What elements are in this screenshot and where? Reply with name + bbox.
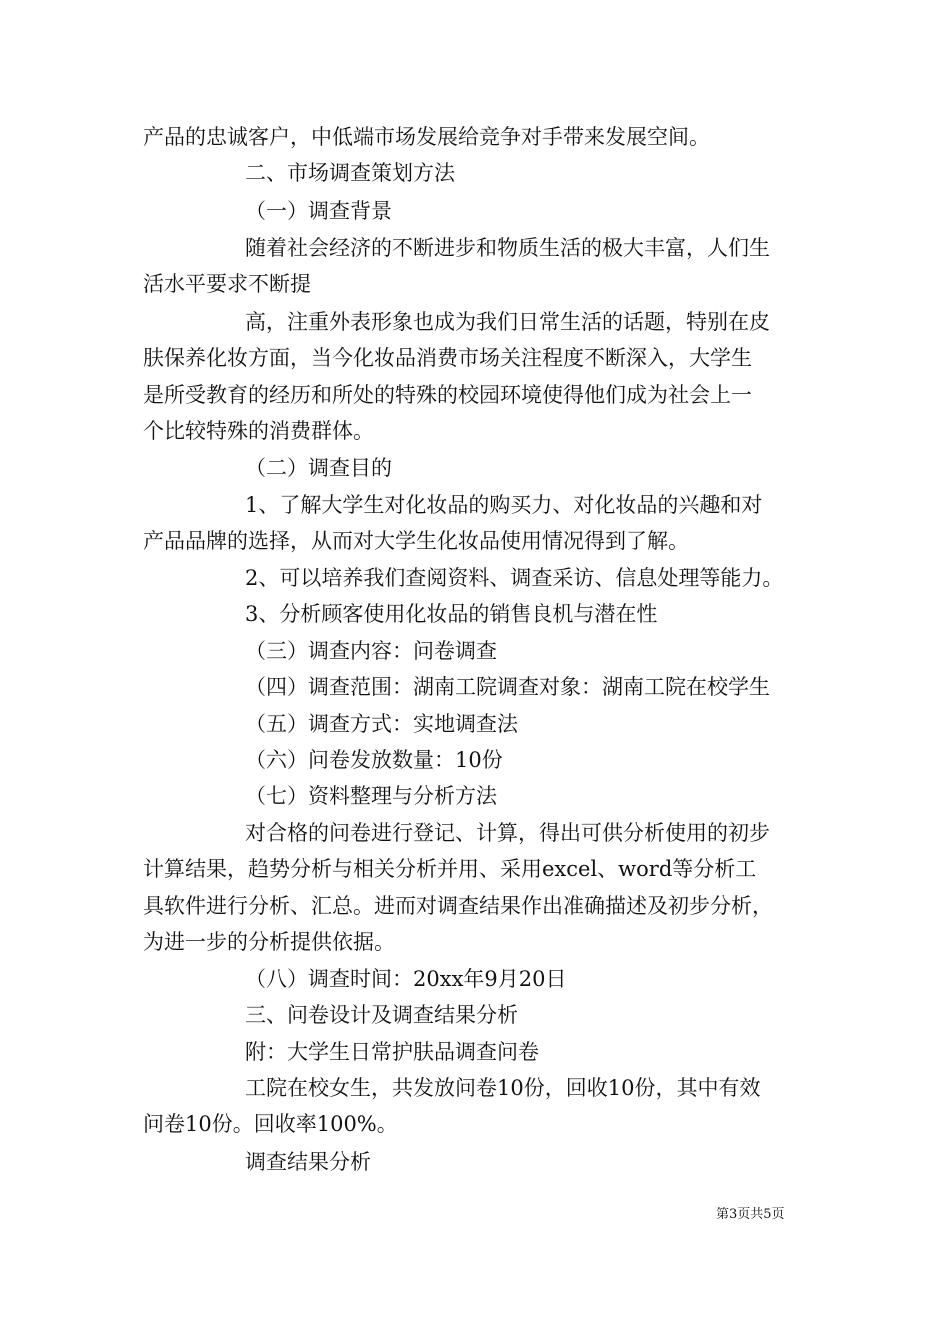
page-number-footer: 第3页共5页 <box>716 1207 785 1222</box>
subsection-heading: （二）调查目的 <box>245 456 392 480</box>
body-line: 产品的忠诚客户，中低端市场发展给竞争对手带来发展空间。 <box>143 125 710 149</box>
body-line: 随着社会经济的不断进步和物质生活的极大丰富，人们生 <box>245 236 770 260</box>
body-line: 高，注重外表形象也成为我们日常生活的话题，特别在皮 <box>245 310 770 334</box>
body-line: 产品品牌的选择，从而对大学生化妆品使用情况得到了解。 <box>143 529 689 553</box>
body-line: 1、了解大学生对化妆品的购买力、对化妆品的兴趣和对 <box>245 493 763 517</box>
body-line: 附：大学生日常护肤品调查问卷 <box>245 1040 539 1064</box>
subsection-heading: （八）调查时间：20xx年9月20日 <box>245 967 567 991</box>
body-line: 问卷10份。回收率100%。 <box>143 1112 398 1136</box>
section-heading: 二、市场调查策划方法 <box>245 161 455 185</box>
section-heading: 三、问卷设计及调查结果分析 <box>245 1003 518 1027</box>
subsection-heading: （七）资料整理与分析方法 <box>245 784 497 808</box>
subsection-heading: （五）调查方式：实地调查法 <box>245 712 518 736</box>
subsection-heading: （一）调查背景 <box>245 199 392 223</box>
body-line: 个比较特殊的消费群体。 <box>143 419 374 443</box>
subsection-heading: （六）问卷发放数量：10份 <box>245 748 503 772</box>
subsection-heading: （三）调查内容：问卷调查 <box>245 639 497 663</box>
body-line: 对合格的问卷进行登记、计算，得出可供分析使用的初步 <box>245 821 770 845</box>
body-line: 2、可以培养我们查阅资料、调查采访、信息处理等能力。 <box>245 566 784 590</box>
subsection-heading: （四）调查范围：湖南工院调查对象：湖南工院在校学生 <box>245 675 770 699</box>
body-line: 肤保养化妆方面，当今化妆品消费市场关注程度不断深入，大学生 <box>143 346 752 370</box>
body-line: 工院在校女生，共发放问卷10份，回收10份，其中有效 <box>245 1076 761 1100</box>
body-line: 计算结果，趋势分析与相关分析并用、采用excel、word等分析工 <box>143 857 757 881</box>
body-line: 为进一步的分析提供依据。 <box>143 930 395 954</box>
body-line: 是所受教育的经历和所处的特殊的校园环境使得他们成为社会上一 <box>143 383 752 407</box>
body-line: 调查结果分析 <box>245 1150 371 1174</box>
body-line: 活水平要求不断提 <box>143 272 311 296</box>
body-line: 3、分析顾客使用化妆品的销售良机与潜在性 <box>245 602 658 626</box>
body-line: 具软件进行分析、汇总。进而对调查结果作出准确描述及初步分析， <box>143 894 773 918</box>
